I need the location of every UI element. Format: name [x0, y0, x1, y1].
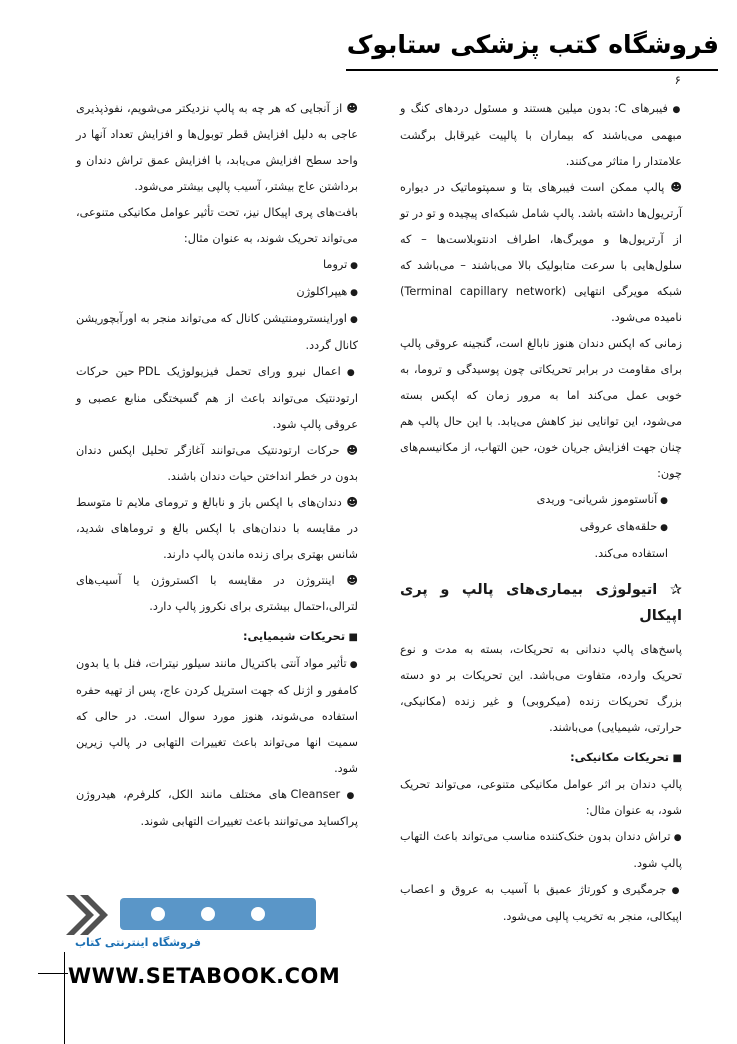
bullet-item: ● اوراینسترومنتیشن کانال که می‌تواند منجر به اورآبچوریشن کانال گردد. [76, 306, 358, 359]
bullet-item: ● تراش دندان بدون خنک‌کننده مناسب می‌تواند باعث التهاب پالپ شود. [400, 824, 682, 877]
bullet-item: ● هیپراکلوژن [76, 279, 358, 306]
note-item: ☻ از آنجایی که هر چه به پالپ نزدیکتر می‌شویم، نفوذپذیری عاجی به دلیل افزایش قطر توبول‌ها و افزایش تعداد آنها در واحد سطح افزایش می‌یابد، با افزایش عمق تراش دندان و برداشتن عاج بیشتر، آسیب پالپی بیشتر می‌شود. [76, 96, 358, 200]
crop-mark-vertical [64, 952, 65, 1044]
left-column [76, 96, 358, 835]
bullet-item: ● تروما [76, 252, 358, 279]
section-heading: ■ تحریکات مکانیکی: [400, 745, 682, 772]
paragraph: پالپ دندان بر اثر عوامل مکانیکی متنوعی، می‌تواند تحریک شود، به عنوان مثال: [400, 778, 682, 817]
bullet-item: ● آناستوموز شریانی- وریدی [400, 487, 682, 514]
chapter-heading: ✰ اتیولوژی بیماری‌های پالپ و پری اپیکال [400, 577, 682, 629]
note-item: ☻ دندان‌های با اپکس باز و نابالغ و ترومای ملایم تا متوسط در مقایسه با دندان‌های با اپکس بالغ و تروماهای شدید، شانس بهتری برای زنده ماندن پالپ دارند. [76, 490, 358, 568]
bullet-item: ● اعمال نیرو ورای تحمل فیزیولوژیک PDL حین حرکات ارتودنتیک می‌تواند باعث از هم گسیختگی منابع عصبی و عروقی پالپ شود. [76, 359, 358, 438]
watermark-brand-text: فروشگاه اینترنتی کتاب [75, 936, 201, 949]
paragraph: زمانی که اپکس دندان هنوز نابالغ است، گنجینه عروقی پالپ برای مقاومت در برابر تحریکاتی چون پوسیدگی و تروما، به خوبی عمل می‌کند اما به مرور زمان که اپکس بسته می‌شود، این توانایی نیز کاهش می‌یابد. با این حال پالپ هم چنان جهت افزایش جریان خون، حین التهاب، از مکانیسم‌های چون: [400, 337, 682, 480]
note-item: ☻ حرکات ارتودنتیک می‌توانند آغازگر تحلیل اپکس دندان بدون در خطر انداختن حیات دندان باشند. [76, 438, 358, 490]
note-item: ☻ پالپ ممکن است فیبرهای بتا و سمپتوماتیک در دیواره آرتریول‌ها داشته باشد. پالپ شامل شبکه‌ای پیچیده و تو در تو از آرتریول‌ها و مویرگ‌ها، اطراف ادنتوبلاست‌ها – که سلول‌هایی با سرعت متابولیک بالا می‌باشند – می‌باشد که شبکه مویرگی انتهایی (Terminal capillary network) نامیده می‌شود. [400, 175, 682, 331]
section-heading: ■ تحریکات شیمیایی: [76, 624, 358, 651]
bullet-item: ● تأثیر مواد آنتی باکتریال مانند سیلور نیترات، فنل با یا بدون کامفور و اژنل که جهت استریل کردن عاج، پس از تهیه حفره استفاده می‌شوند، هنوز مورد سوال است. در حالی که سمیت انها می‌تواند باعث تغییرات التهابی در پالپ زیرین شود. [76, 651, 358, 782]
header-rule [346, 69, 718, 71]
paragraph: استفاده می‌کند. [594, 547, 668, 560]
right-column [400, 96, 682, 930]
page-number: ۶ [674, 73, 681, 87]
crop-mark-horizontal [38, 973, 68, 974]
bullet-item: ● جرمگیری و کورتاژ عمیق با آسیب به عروق و اعصاب اپیکالی، منجر به تخریب پالپی می‌شود. [400, 877, 682, 930]
bullet-item: ● Cleanser های مختلف مانند الکل، کلرفرم، هیدروژن پراکساید می‌توانند باعث تغییرات التهابی شوند. [76, 782, 358, 835]
note-item: ☻ اینتروژن در مقایسه با اکستروژن یا آسیب‌های لترالی،احتمال بیشتری برای نکروز پالپ دارد. [76, 568, 358, 620]
paragraph: پاسخ‌های پالپ دندانی به تحریکات، بسته به مدت و نوع تحریک وارده، متفاوت می‌باشد. این تحریکات بر دو دسته بزرگ تحریکات زنده (میکروبی) و غیر زنده (مکانیکی، حرارتی، شیمیایی) می‌باشند. [400, 643, 682, 734]
footer-url: WWW.SETABOOK.COM [68, 964, 341, 988]
page-title: فروشگاه کتب پزشکی ستابوک [346, 30, 719, 59]
bullet-item: ● فیبرهای C: بدون میلین هستند و مسئول دردهای کنگ و مبهمی می‌باشند که بیماران با پالپیت غیرقابل برگشت علامتدار را متاثر می‌کنند. [400, 96, 682, 175]
bullet-item: ● حلقه‌های عروقی [400, 514, 682, 541]
paragraph: بافت‌های پری اپیکال نیز، تحت تأثیر عوامل مکانیکی متنوعی، می‌تواند تحریک شوند، به عنوان مثال: [76, 206, 358, 245]
